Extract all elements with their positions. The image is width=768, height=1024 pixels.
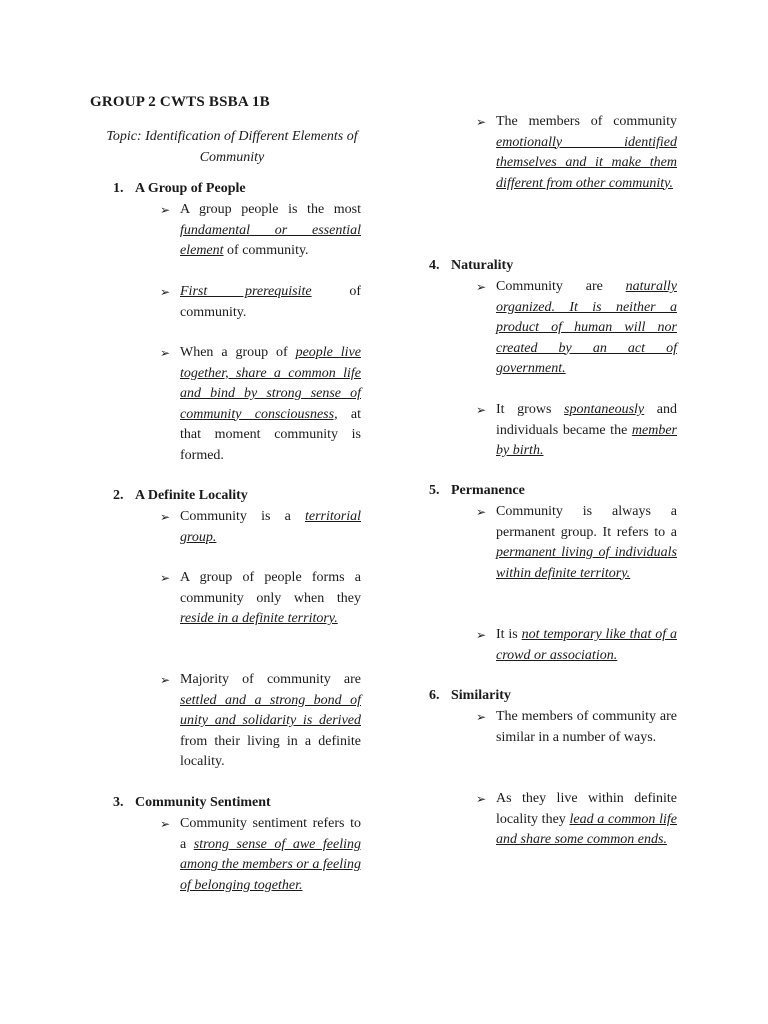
list-item	[496, 502, 677, 584]
section-number: 6.	[429, 688, 440, 703]
item-text: As they live within definite locality they	[496, 791, 677, 827]
section-heading	[429, 686, 511, 707]
list-item	[496, 707, 677, 748]
list-item	[180, 568, 361, 630]
item-text: of community.	[223, 243, 309, 258]
emphasized-text: reside in a definite territory.	[180, 611, 338, 626]
section-heading	[113, 486, 248, 507]
arrow-bullet-icon: ➢	[476, 710, 487, 724]
item-text: at that moment community is formed.	[180, 406, 361, 463]
arrow-bullet-icon: ➢	[160, 203, 171, 217]
emphasized-text: member by birth.	[496, 422, 677, 458]
arrow-bullet-icon: ➢	[160, 817, 171, 831]
list-item	[180, 670, 361, 773]
list-item	[496, 277, 677, 380]
section-heading	[113, 179, 246, 200]
arrow-bullet-icon: ➢	[476, 628, 487, 642]
emphasized-text: fundamental or essential element	[180, 222, 361, 258]
item-text: from their living in a definite locality.	[180, 733, 361, 769]
list-item	[180, 200, 361, 262]
item-text: The members of community	[496, 114, 677, 129]
section-title: Community Sentiment	[135, 795, 271, 810]
list-item	[180, 343, 361, 466]
arrow-bullet-icon: ➢	[160, 285, 171, 299]
item-text: It grows	[496, 402, 565, 417]
item-text: Community is always a permanent group. It refers to a	[496, 504, 677, 540]
emphasized-text: lead a common life and share some common ends.	[496, 811, 677, 847]
list-item	[180, 814, 361, 896]
section-title: Permanence	[451, 483, 525, 498]
emphasized-text: spontaneously	[564, 402, 645, 417]
topic-line: Topic: Identification of Different Elements of Community	[106, 129, 358, 165]
item-text: Community are	[496, 279, 626, 294]
item-text: When a group of	[180, 345, 296, 360]
emphasized-text: emotionally identified themselves and it make them different from other community.	[496, 134, 677, 191]
arrow-bullet-icon: ➢	[160, 673, 171, 687]
section-title: Naturality	[451, 258, 514, 273]
item-text: It is	[496, 627, 522, 642]
item-text: A group of people forms a community only when they	[180, 570, 361, 606]
section-number: 5.	[429, 483, 440, 498]
section-number: 2.	[113, 488, 124, 503]
emphasized-text: permanent living of individuals within definite territory.	[496, 545, 677, 581]
arrow-bullet-icon: ➢	[476, 280, 487, 294]
section-heading	[429, 481, 525, 502]
arrow-bullet-icon: ➢	[160, 571, 171, 585]
section-title: A Definite Locality	[135, 488, 248, 503]
arrow-bullet-icon: ➢	[476, 115, 487, 129]
list-item	[496, 400, 677, 462]
item-text: and individuals became the	[496, 402, 678, 438]
section-heading	[113, 793, 271, 814]
item-text: Majority of community are	[180, 672, 361, 687]
arrow-bullet-icon: ➢	[160, 510, 171, 524]
emphasized-text: First prerequisite	[180, 284, 312, 299]
section-number: 3.	[113, 795, 124, 810]
arrow-bullet-icon: ➢	[476, 792, 487, 806]
item-text: The members of community are similar in a number of ways.	[496, 709, 677, 745]
item-text: Community sentiment refers to a	[180, 816, 361, 852]
section-number: 1.	[113, 181, 124, 196]
document-title: GROUP 2 CWTS BSBA 1B	[90, 94, 270, 110]
list-item	[496, 625, 677, 666]
emphasized-text: settled and a strong bond of unity and solidarity is derived	[180, 692, 361, 728]
arrow-bullet-icon: ➢	[476, 505, 487, 519]
section-title: Similarity	[451, 688, 511, 703]
section-heading	[429, 256, 513, 277]
item-text: of community.	[180, 284, 361, 320]
item-text: A group people is the most	[180, 202, 361, 217]
item-text: Community is a	[180, 509, 305, 524]
section-title: A Group of People	[135, 181, 246, 196]
emphasized-text: strong sense of awe feeling among the members or a feeling of belonging together.	[180, 836, 361, 893]
section-number: 4.	[429, 258, 440, 273]
list-item	[496, 789, 677, 851]
arrow-bullet-icon: ➢	[476, 403, 487, 417]
list-item	[180, 282, 361, 323]
emphasized-text: naturally organized. It is neither a product of human will nor created by an act of government.	[496, 279, 677, 376]
list-item	[180, 507, 361, 548]
arrow-bullet-icon: ➢	[160, 346, 171, 360]
list-item	[496, 112, 677, 194]
emphasized-text: territorial group.	[180, 509, 361, 545]
emphasized-text: people live together, share a common life and bind by strong sense of community consciousness,	[180, 345, 362, 422]
emphasized-text: not temporary like that of a crowd or association.	[496, 627, 677, 663]
